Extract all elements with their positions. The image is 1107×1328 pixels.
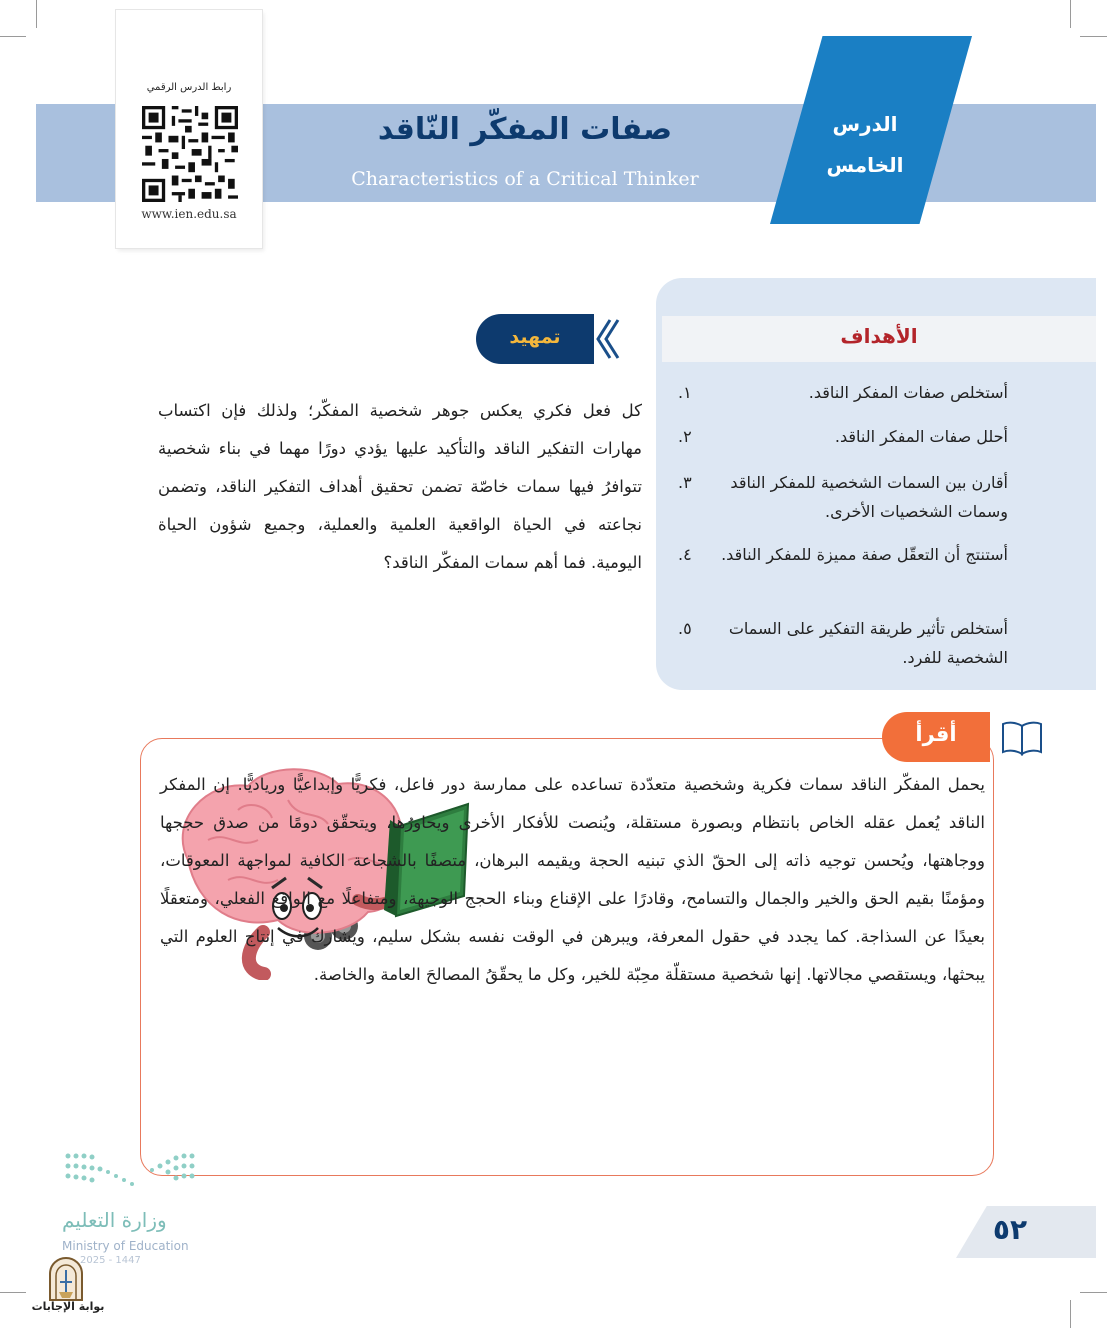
objective-item: [678, 540, 1008, 569]
objective-number: ١.: [678, 383, 692, 402]
lesson-subtitle: Characteristics of a Critical Thinker: [351, 168, 699, 190]
objective-text: أستنتج أن التعقّل صفة مميزة للمفكر الناقد.: [721, 545, 1008, 564]
objective-text: أستخلص صفات المفكر الناقد.: [808, 383, 1008, 402]
crop-mark: [0, 36, 26, 37]
lesson-number-value: الخامس: [826, 153, 904, 177]
open-book-icon: [1000, 718, 1044, 758]
objective-item: [678, 468, 1008, 526]
ministry-name-arabic: وزارة التعليم: [62, 1208, 167, 1232]
objective-number: ٥.: [678, 619, 692, 638]
crop-mark: [1080, 1292, 1107, 1293]
objective-item: [678, 378, 1008, 407]
objective-number: ٢.: [678, 427, 692, 446]
crop-mark: [1070, 1300, 1071, 1328]
objective-item: [678, 422, 1008, 451]
intro-paragraph: كل فعل فكري يعكس جوهر شخصية المفكّر؛ ولذلك فإن اكتساب مهارات التفكير الناقد والتأكيد عليها يؤدي دورًا مهما في بناء شخصية تتوافرُ فيها سمات خاصّة تضمن تحقيق أهداف التفكير الناقد، وتضمن نجاعته في الحياة الواقعية العلمية والعملية، وجميع شؤون الحياة اليومية. فما أهم سمات المفكّر الناقد؟: [158, 401, 642, 572]
objective-number: ٤.: [678, 545, 692, 564]
objective-item: [678, 614, 1008, 672]
read-paragraph: [160, 766, 985, 994]
crop-mark: [36, 0, 37, 28]
objective-text: أستخلص تأثير طريقة التفكير على السمات الشخصية للفرد.: [728, 619, 1008, 667]
digital-lesson-card[interactable]: [116, 10, 262, 248]
ministry-logo-icon: [62, 1150, 202, 1202]
lesson-number-label: الدرس: [832, 112, 898, 136]
ministry-name-english: Ministry of Education: [62, 1239, 189, 1253]
objective-text: أقارن بين السمات الشخصية للمفكر الناقد وسمات الشخصيات الأخرى.: [730, 473, 1008, 521]
crop-mark: [1070, 0, 1071, 28]
double-chevron-icon: [588, 314, 622, 364]
objective-number: ٣.: [678, 473, 692, 492]
objectives-title: الأهداف: [840, 324, 918, 348]
crop-mark: [0, 1292, 26, 1293]
intro-label: تمهيد: [509, 326, 561, 348]
answers-portal-logo-icon: [44, 1256, 88, 1302]
page-number: ٥٢: [992, 1213, 1028, 1246]
qr-code-icon[interactable]: [142, 106, 238, 202]
read-label: أقرأ: [915, 722, 957, 746]
qr-url[interactable]: www.ien.edu.sa: [141, 207, 237, 221]
crop-mark: [1080, 36, 1107, 37]
read-paragraph-text: يحمل المفكّر الناقد سمات فكرية وشخصية متعدّدة تساعده على ممارسة دور فاعل، فكريًّا وإبداعيًّا ورياديًّا. إن المفكر الناقد يُعمل عقله الخاص بانتظام وبصورة مستقلة، ويُنصت للأفكار الأخرى ويحاورُها، ويتحقّق دومًا من صدق حججها ووجاهتها، ويُحسن توجيه ذاته إلى الحقّ الذي تبنيه الحجة ويقيمه البرهان، متصفًا بالشجاعة الكافية لمواجهة المعوقات، ومؤمنًا بقيم الحق والخير والجمال والتسامح، وقادرًا على الإقناع وبناء الحجج الوجيهة، ومتفاعلًا مع الواقع الفعلي، ومتعقلًا بعيدًا عن السذاجة. كما يجدد في حقول المعرفة، ويبرهن في الوقت نفسه بشكل سليم، ويشارك في إنتاج العلوم التي يبحثها، ويستقصي مجالاتها. إنها شخصية مستقلّة محِبّة للخير، وكل ما يحقّقُ المصالحَ العامة والخاصة.: [160, 775, 985, 984]
qr-caption: رابط الدرس الرقمي: [146, 82, 232, 93]
objective-text: أحلل صفات المفكر الناقد.: [834, 427, 1008, 446]
lesson-title: صفات المفكّر النّاقد: [377, 112, 673, 147]
answers-portal-label: بوابة الإجابات: [31, 1300, 105, 1313]
edition-year: 2025 - 1447: [80, 1255, 141, 1266]
